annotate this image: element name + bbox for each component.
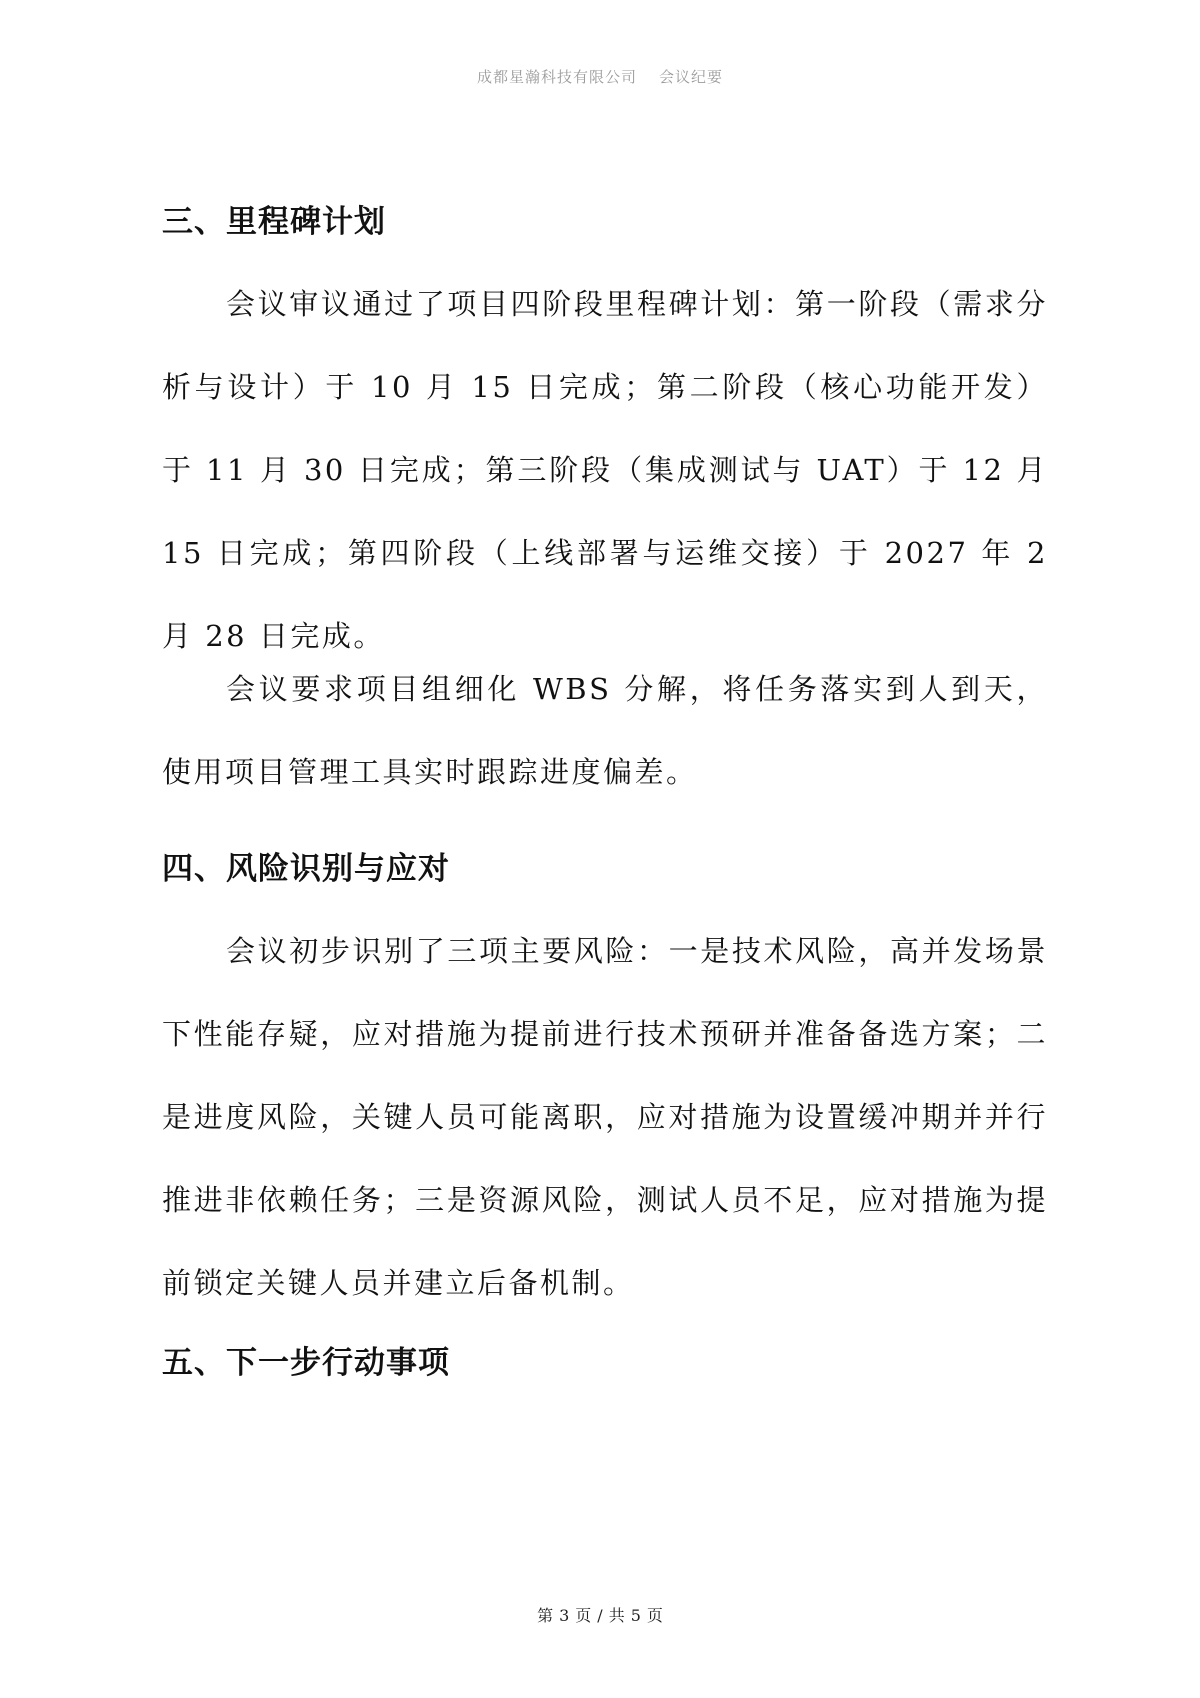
total-label-prefix: 共	[608, 1606, 625, 1625]
page-separator: /	[597, 1606, 603, 1625]
page-label-prefix: 第	[537, 1606, 554, 1625]
page-footer	[0, 1603, 1200, 1626]
paragraph-milestone-plan: 会议审议通过了项目四阶段里程碑计划：第一阶段（需求分析与设计）于 10 月 15 日完成；第二阶段（核心功能开发）于 11 月 30 日完成；第三阶段（集成测试与 UAT）于 12 月 15 日完成；第四阶段（上线部署与运维交接）于 2027 年 2 月 28 日完成。	[162, 287, 1048, 653]
total-label-suffix: 页	[646, 1606, 663, 1625]
paragraph-risk-identification: 会议初步识别了三项主要风险：一是技术风险，高并发场景下性能存疑，应对措施为提前进行技术预研并准备备选方案；二是进度风险，关键人员可能离职，应对措施为设置缓冲期并并行推进非依赖任务；三是资源风险，测试人员不足，应对措施为提前锁定关键人员并建立后备机制。	[162, 934, 1048, 1300]
page-header	[0, 66, 1200, 87]
paragraph-wbs-requirement: 会议要求项目组细化 WBS 分解，将任务落实到人到天，使用项目管理工具实时跟踪进度偏差。	[162, 672, 1048, 789]
page-label-suffix: 页	[575, 1606, 592, 1625]
document-type: 会议纪要	[659, 68, 724, 86]
section-heading-next-actions: 五、下一步行动事项	[162, 1345, 450, 1381]
total-pages: 5	[630, 1606, 641, 1625]
company-name: 成都星瀚科技有限公司	[476, 68, 637, 86]
page-number: 3	[559, 1606, 570, 1625]
section-heading-risks: 四、风险识别与应对	[162, 851, 450, 887]
section-heading-milestones: 三、里程碑计划	[162, 204, 386, 240]
